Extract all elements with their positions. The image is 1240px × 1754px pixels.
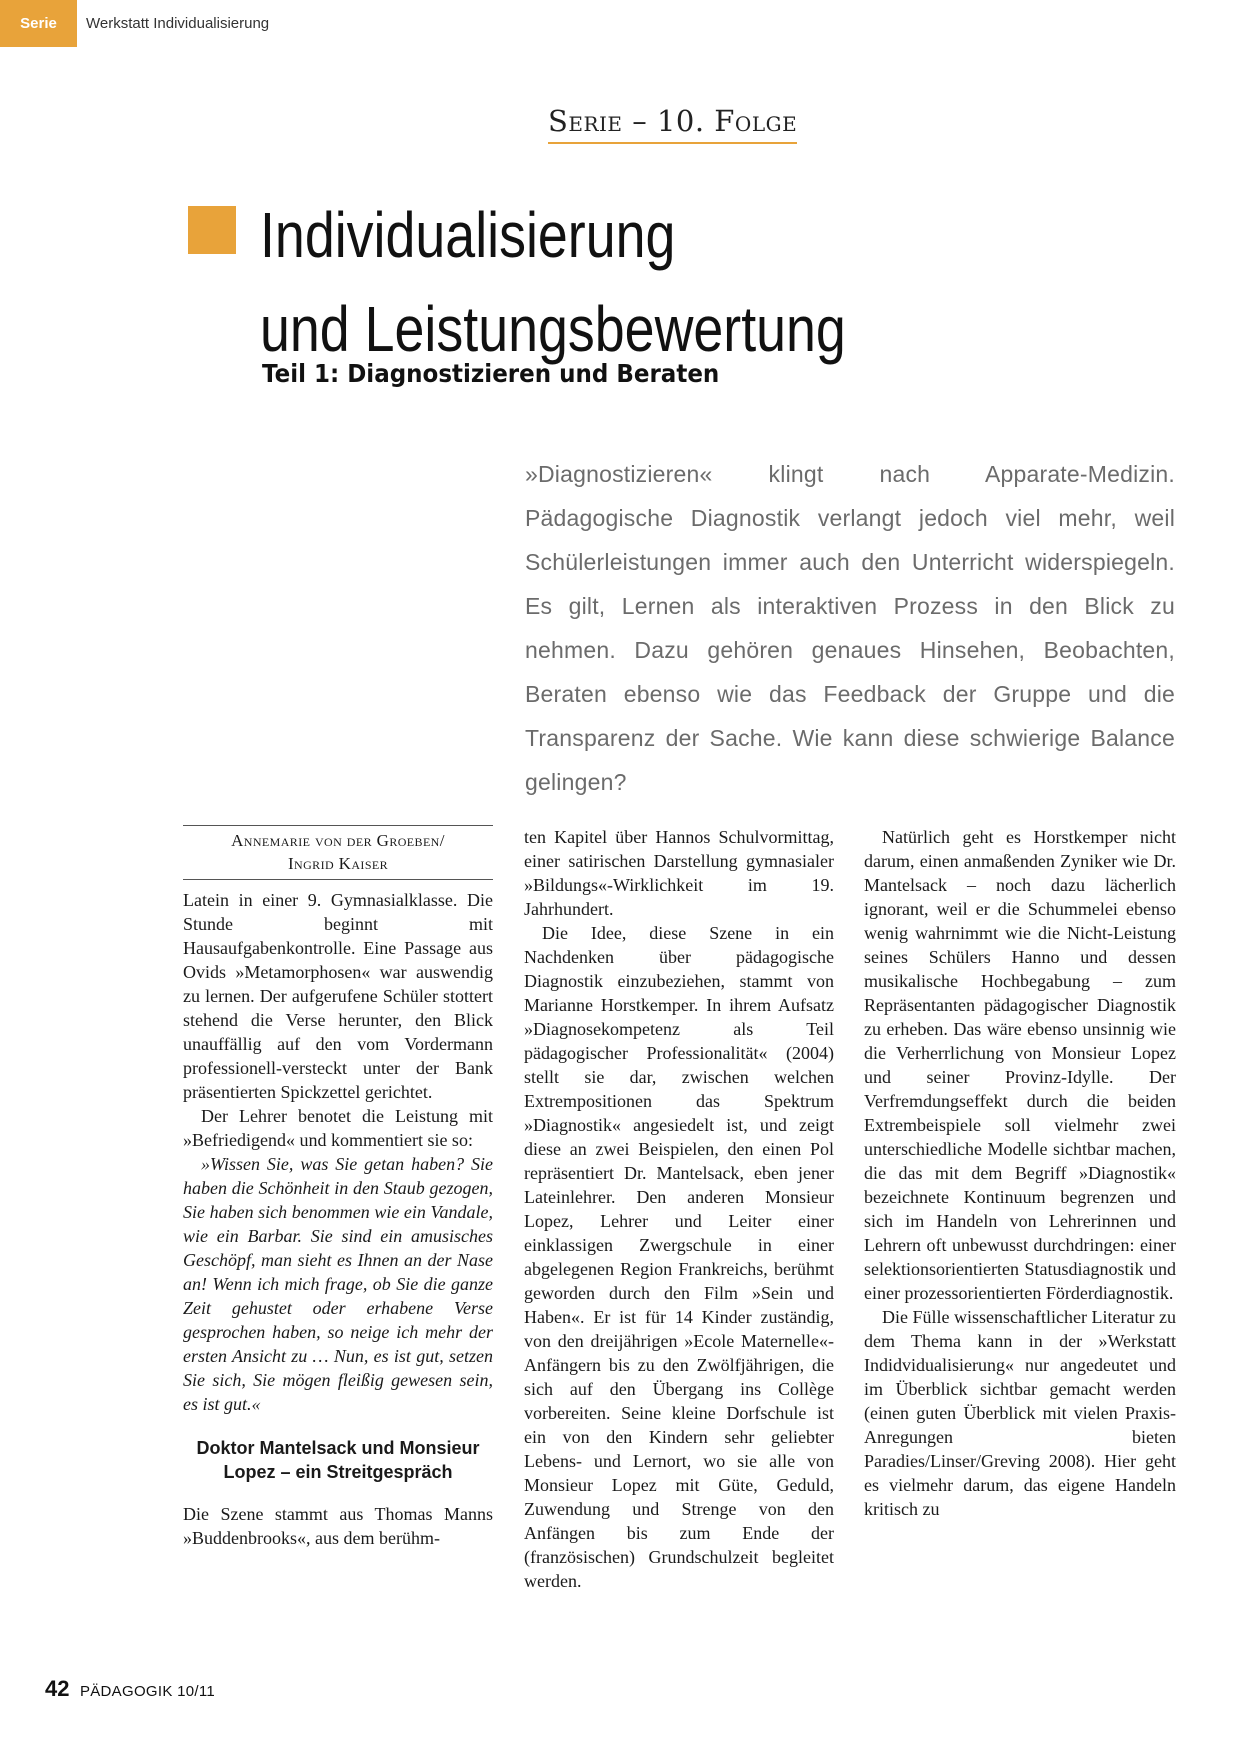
section-heading-line-2: Lopez – ein Streitgespräch [223, 1462, 453, 1482]
page-number: 42 [45, 1676, 70, 1701]
author-byline [183, 825, 493, 880]
title-line-1: Individualisierung [260, 199, 676, 271]
body-paragraph: Die Fülle wissenschaftlicher Literatur zu dem Thema kann in der »Werkstatt Indidvidualisierung« nur angedeutet und im Überblick sichtbar gemacht werden (einen guten Überblick mit vielen Praxis-Anregungen bieten Paradies/Linser/Greving 2008). Hier geht es vielmehr darum, das eigene Handeln kritisch zu [864, 1307, 1176, 1519]
journal-name: PÄDAGOGIK 10/11 [79, 1683, 216, 1700]
author-line-2: Ingrid Kaiser [287, 854, 389, 873]
body-paragraph: Die Idee, diese Szene in ein Nachdenken über pädagogische Diagnostik einzubeziehen, stammt von Marianne Horstkemper. In ihrem Aufsatz »Diagnosekompetenz als Teil pädagogischer Professionalität« (2004) stellt sie dar, zwischen welchen Extrempositionen das Spektrum »Diagnostik« angesiedelt ist, und zeigt diese an zwei Beispielen, den einen Pol repräsentiert Dr. Mantelsack, eben jener Lateinlehrer. Den anderen Monsieur Lopez, Lehrer und Leiter einer einklassigen Zwergschule in einer abgelegenen Region Frankreichs, berühmt geworden durch den Film »Sein und Haben«. Er ist für 14 Kinder zuständig, von den dreijährigen »Ecole Maternelle«-Anfängern bis zu den Zwölfjährigen, die sich auf den Übergang ins Collège vorbereiten. Seine kleine Dorfschule ist ein von den Kindern sehr geliebter Lebens- und Lernort, wo sie alle von Monsieur Lopez mit Güte, Geduld, Zuwendung und Strenge von den Anfängen bis zum Ende der (französischen) Grundschulzeit begleitet werden. [524, 923, 834, 1591]
running-header: Werkstatt Individualisierung [86, 15, 270, 32]
body-paragraph: Latein in einer 9. Gymnasialklasse. Die Stunde beginnt mit Hausaufgabenkontrolle. Eine Passage aus Ovids »Metamorphosen« war auswendig zu lernen. Der aufgerufene Schüler stottert stehend die Verse herunter, den Blick unauffällig auf den vom Vordermann professionell-versteckt unter der Bank präsentierten Spickzettel gerichtet. [183, 890, 493, 1102]
author-line-1: Annemarie von der Groeben/ [231, 831, 445, 850]
column-2 [524, 825, 834, 1593]
section-heading [183, 1436, 493, 1484]
article-title [260, 188, 846, 376]
body-paragraph: ten Kapitel über Hannos Schulvormittag, einer satirischen Darstellung gymnasialer »Bildungs«-Wirklichkeit im 19. Jahrhundert. [524, 827, 834, 919]
column-1 [183, 825, 493, 1550]
article-subtitle: Teil 1: Diagnostizieren und Beraten [262, 359, 720, 388]
page-footer [45, 1676, 215, 1702]
title-line-2: und Leistungsbewertung [260, 293, 846, 365]
lead-paragraph: »Diagnostizieren« klingt nach Apparate-Medizin. Pädagogische Diagnostik verlangt jedoch viel mehr, weil Schülerleistungen immer auch den Unterricht widerspiegeln. Es gilt, Lernen als interaktiven Prozess in den Blick zu nehmen. Dazu gehören genaues Hinsehen, Beobachten, Beraten ebenso wie das Feedback der Gruppe und die Transparenz der Sache. Wie kann diese schwierige Balance gelingen? [525, 461, 1175, 795]
body-paragraph: Die Szene stammt aus Thomas Manns »Buddenbrooks«, aus dem berühm- [183, 1504, 493, 1548]
column-3 [864, 825, 1176, 1521]
title-marker-square [188, 206, 236, 254]
body-paragraph: Der Lehrer benotet die Leistung mit »Befriedigend« und kommentiert sie so: [183, 1106, 493, 1150]
series-label: Serie – 10. Folge [548, 104, 797, 144]
block-quote: »Wissen Sie, was Sie getan haben? Sie haben die Schönheit in den Staub gezogen, Sie haben sich benommen wie ein Vandale, wie ein Barbar. Sie sind ein amusisches Geschöpf, man sieht es Ihnen an der Nase an! Wenn ich mich frage, ob Sie die ganze Zeit gehustet oder erhabene Verse gesprochen haben, so neige ich mehr der ersten Ansicht zu … Nun, es ist gut, setzen Sie sich, Sie mögen fleißig gewesen sein, es ist gut.« [183, 1154, 493, 1414]
section-heading-line-1: Doktor Mantelsack und Monsieur [196, 1438, 480, 1458]
section-tag: Serie [0, 0, 77, 47]
body-paragraph: Natürlich geht es Horstkemper nicht darum, einen anmaßenden Zyniker wie Dr. Mantelsack – noch dazu lächerlich ignorant, weil er die Schummelei ebenso wenig wahrnimmt wie die Nicht-Leistung seines Schülers Hanno und dessen musikalische Hochbegabung – zum Repräsentanten pädagogischer Diagnostik zu erheben. Das wäre ebenso unsinnig wie die Verherrlichung von Monsieur Lopez und seiner Provinz-Idylle. Der Verfremdungseffekt durch die beiden Extrembeispiele soll vielmehr zwei unterschiedliche Modelle sichtbar machen, die das mit dem Begriff »Diagnostik« bezeichnete Kontinuum begrenzen und sich im Handeln von Lehrerinnen und Lehrern oft unbewusst durchdringen: einer selektionsorientierten Statusdiagnostik und einer prozessorientierten Förderdiagnostik. [864, 827, 1176, 1303]
